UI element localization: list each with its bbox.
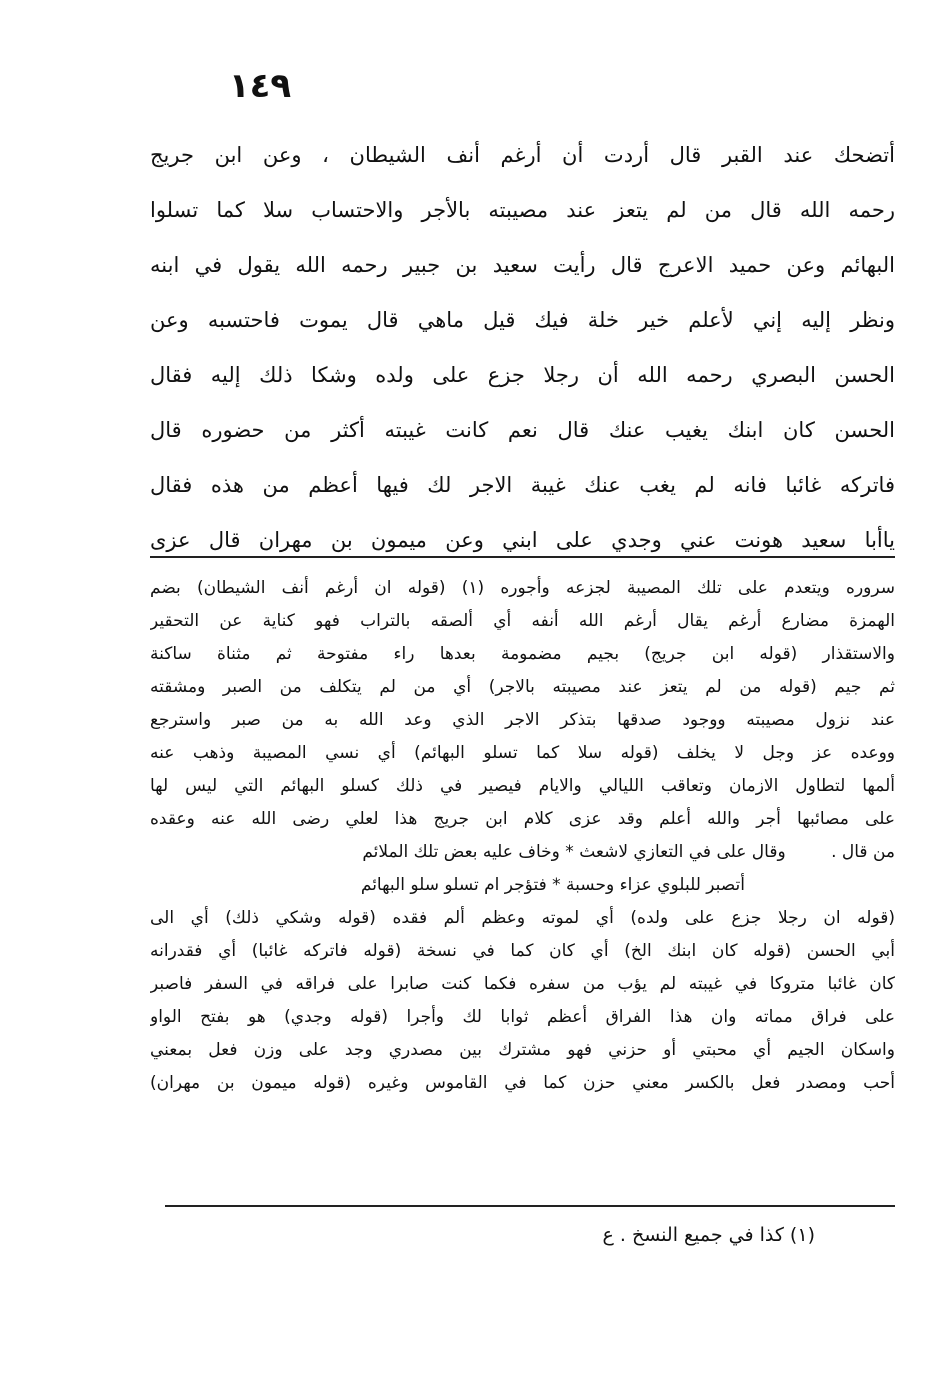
main-line: ونظر إليه إني لأعلم خير خلة فيك قيل ماهي قال يموت فاحتسبه وعن xyxy=(150,308,895,332)
commentary-line: ووعده عز وجل لا يخلف (قوله سلا كما تسلو البهائم) أي نسي المصيبة وذهب عنه xyxy=(150,743,895,763)
commentary-line: عند نزول مصيبته ووجود صدقها بتذكر الاجر الذي وعد الله به من صبر واسترجع xyxy=(150,710,895,730)
commentary-line: ثم جيم (قوله من لم يتعز عند مصيبته بالاجر) أي من لم يتكلف من الصبر ومشقته xyxy=(150,677,895,697)
commentary-line: (قوله ان رجلا جزع على ولده) أي لموته وعظم ألم فقده (قوله وشكي ذلك) أي الى xyxy=(150,908,895,928)
commentary-short: من قال . xyxy=(831,842,895,862)
footnote: (١) كذا في جميع النسخ . ع xyxy=(602,1224,815,1246)
verse-first-left: وخاف عليه بعض تلك الملائم xyxy=(362,842,560,862)
verse-separator: * xyxy=(552,875,561,895)
verse-second-left: فتؤجر ام تسلو سلو البهائم xyxy=(360,875,547,895)
main-line: الحسن البصري رحمه الله أن رجلا جزع على ولده وشكا ذلك إليه فقال xyxy=(150,363,895,387)
commentary-line: واسكان الجيم أي محبتي أو حزني فهو مشترك بين مصدري وجد على وزن فعل بمعني xyxy=(150,1040,895,1060)
footnote-rule xyxy=(165,1205,895,1207)
page-number: ١٤٩ xyxy=(228,66,292,106)
main-line: رحمه الله قال من لم يتعز عند مصيبته بالأجر والاحتساب سلا كما تسلوا xyxy=(150,198,895,222)
commentary-block xyxy=(150,572,895,1100)
verse-line xyxy=(150,869,895,902)
commentary-line: على فراق مماته وان هذا الفراق أعظم ثوابا لك وأجرا (قوله وجدي) هو بفتح الواو xyxy=(150,1007,895,1027)
commentary-line: كان غائبا متروكا في غيبته لم يؤب من سفره فكما كنت صابرا على فراقه في السفر فاصبر xyxy=(150,974,895,994)
main-line: أتضحك عند القبر قال أردت أن أرغم أنف الشيطان ، وعن ابن جريج xyxy=(150,143,895,167)
commentary-line: سروره ويتعدم على تلك المصيبة لجزعه وأجوره (١) (قوله ان أرغم أنف الشيطان) بضم xyxy=(150,578,895,598)
commentary-line: على مصائبها أجر والله أعلم وقد عزى كلام ابن جريج هذا لعلي رضى الله عنه وعقده xyxy=(150,809,895,829)
commentary-line: أبي الحسن (قوله كان ابنك الخ) أي كان كما في نسخة (قوله فاتركه غائبا) أي فقدرانه xyxy=(150,941,895,961)
verse-first-right: وقال على في التعازي لاشعث xyxy=(579,842,786,862)
main-line: فاتركه غائبا فانه لم يغب عنك غيبة الاجر لك فيها أعظم من هذه فقال xyxy=(150,473,895,497)
separator-rule xyxy=(150,556,895,558)
main-text-block xyxy=(150,128,895,568)
commentary-line: والاستقذار (قوله ابن جريج) بجيم مضمومة بعدها راء مفتوحة ثم مثناة ساكنة xyxy=(150,644,895,664)
commentary-line: أحب ومصدر فعل بالكسر معني حزن كما في القاموس وغيره (قوله ميمون بن مهران) xyxy=(150,1073,895,1093)
verse-second-right: أتصبر للبلوي عزاء وحسبة xyxy=(566,875,745,895)
verse-separator: * xyxy=(565,842,574,862)
main-line: البهائم وعن حميد الاعرج قال رأيت سعيد بن جبير رحمه الله يقول في ابنه xyxy=(150,253,895,277)
main-line: ياأبا سعيد هونت عني وجدي على ابني وعن ميمون بن مهران قال عزى xyxy=(150,528,895,552)
main-line: الحسن كان ابنك يغيب عنك قال نعم كانت غيبته أكثر من حضوره قال xyxy=(150,418,895,442)
commentary-line: الهمزة مضارع أرغم يقال أرغم الله أنفه أي ألصقه بالتراب فهو كناية عن التحقير xyxy=(150,611,895,631)
commentary-line: ألمها لتطاول الازمان وتعاقب الليالي والايام فيصير في ذلك كسلو البهائم التي ليس لها xyxy=(150,776,895,796)
verse-intro-line xyxy=(150,836,895,869)
